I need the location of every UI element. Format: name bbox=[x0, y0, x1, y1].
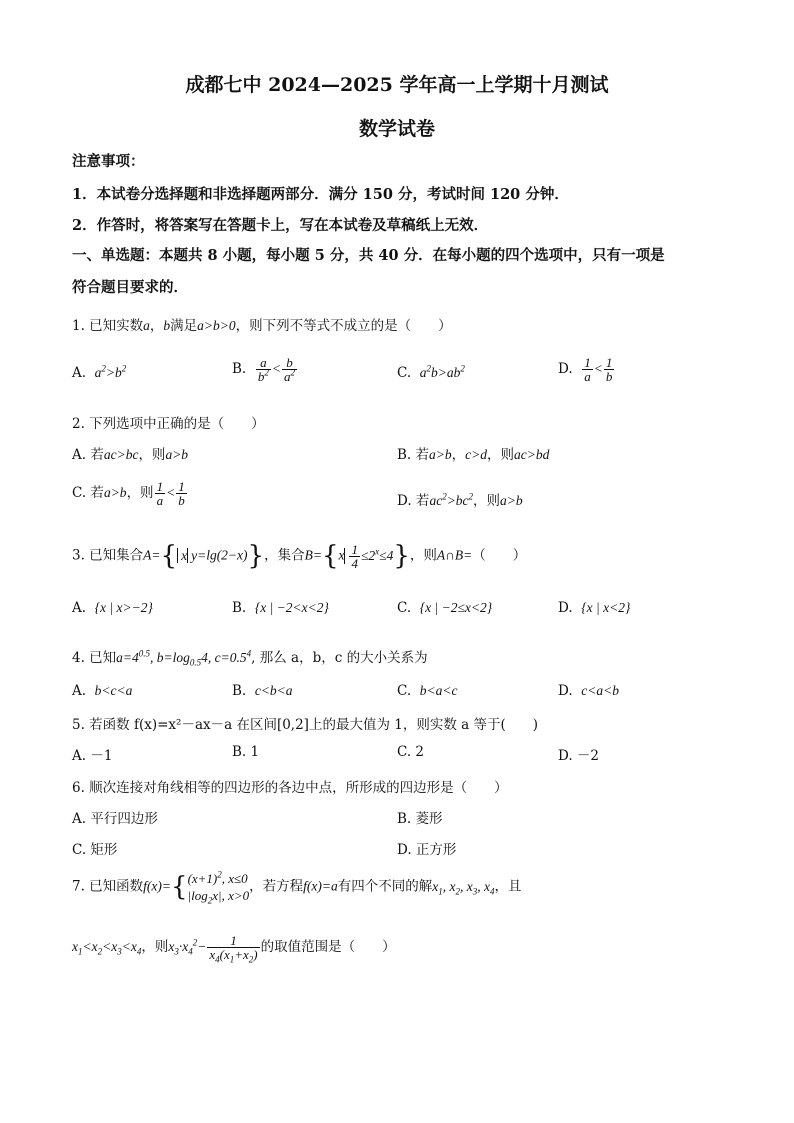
q2-option-d: D. 若$ac^2>bc^2$，则a>b bbox=[397, 491, 523, 509]
note-item-2: 2．作答时，将答案写在答题卡上，写在本试卷及草稿纸上无效． bbox=[72, 217, 489, 234]
q2-option-c: C. 若a>b，则 $\frac{1}{a}$ < $\frac{1}{b}$ bbox=[72, 479, 185, 508]
exam-subtitle: 数学试卷 bbox=[358, 118, 435, 140]
section-heading-line1: 一、单选题：本题共 8 小题，每小题 5 分，共 40 分．在每小题的四个选项中，只有一项是 bbox=[72, 247, 665, 264]
q3-option-d: D. {x | x<2} bbox=[558, 600, 631, 616]
question-4-stem: 4. 已知$a=4^{0.5}$, $b=\log_{0.5}4$, $c=0.5^4$, 那么 a，b，c 的大小关系为 bbox=[72, 648, 428, 668]
note-item-1: 1．本试卷分选择题和非选择题两部分．满分 150 分，考试时间 120 分钟． bbox=[72, 186, 569, 203]
q5-option-c: C. 2 bbox=[397, 744, 425, 760]
q4-option-a: A. b<c<a bbox=[72, 683, 133, 699]
q1-option-c: C. $a^2b>ab^2$ bbox=[397, 363, 465, 381]
q1-option-a: A. $a^2>b^2$ bbox=[72, 363, 127, 381]
q2-option-a: A. 若ac>bc，则a>b bbox=[72, 447, 189, 463]
q5-option-a: A. －1 bbox=[72, 748, 113, 764]
question-5-stem: 5. 若函数 f(x)=x²－ax－a 在区间[0,2]上的最大值为 1，则实数 a 等于( ) bbox=[72, 717, 538, 733]
q5-option-d: D. －2 bbox=[558, 748, 600, 764]
section-heading-line2: 符合题目要求的． bbox=[72, 279, 188, 296]
q1-option-d: D. $\frac{1}{a}$ < $\frac{1}{b}$ bbox=[558, 355, 613, 384]
q6-option-d: D. 正方形 bbox=[397, 842, 457, 858]
q6-option-c: C. 矩形 bbox=[72, 842, 118, 858]
q6-option-b: B. 菱形 bbox=[397, 811, 443, 827]
notes-heading: 注意事项： bbox=[72, 153, 145, 170]
question-1-stem: 1. 已知实数a，b满足a>b>0，则下列不等式不成立的是（ ） bbox=[72, 318, 452, 334]
q6-option-a: A. 平行四边形 bbox=[72, 811, 158, 827]
question-6-stem: 6. 顺次连接对角线相等的四边形的各边中点，所形成的四边形是（ ） bbox=[72, 780, 508, 796]
question-3-stem: 3. 已知集合A={ x y=lg(2−x)}，集合B={x $\frac{1}{4}$ $\le 2^x\le 4$}，则A∩B=（ ） bbox=[72, 541, 527, 571]
q4-option-b: B. c<b<a bbox=[232, 683, 293, 699]
question-7-stem-line2: $x_1<x_2<x_3<x_4$，则$x_3\cdot x_4^2-$ $\frac{1}{x_4(x_1+x_2)}$ 的取值范围是（ ） bbox=[72, 933, 396, 965]
q1-option-b: B. $\frac{a}{b^2}$ < $\frac{b}{a^2}$ bbox=[232, 355, 295, 384]
q3-option-c: C. {x | −2≤x<2} bbox=[397, 600, 493, 616]
q5-option-b: B. 1 bbox=[232, 744, 260, 760]
q3-option-a: A. {x | x>−2} bbox=[72, 600, 153, 616]
q4-option-d: D. c<a<b bbox=[558, 683, 619, 699]
q2-option-b: B. 若a>b，c>d，则ac>bd bbox=[397, 447, 550, 463]
q4-option-c: C. b<a<c bbox=[397, 683, 458, 699]
exam-title: 成都七中 2024—2025 学年高一上学期十月测试 bbox=[185, 74, 609, 96]
q3-option-b: B. {x | −2<x<2} bbox=[232, 600, 329, 616]
question-2-stem: 2. 下列选项中正确的是（ ） bbox=[72, 416, 265, 432]
question-7-stem: 7. 已知函数f(x)={ $(x+1)^2$, x≤0 $|\log_2x|$, x>0 ，若方程f(x)=a有四个不同的解$x_1$, $x_2$, $x_3$, $x_4$，且 bbox=[72, 869, 522, 906]
